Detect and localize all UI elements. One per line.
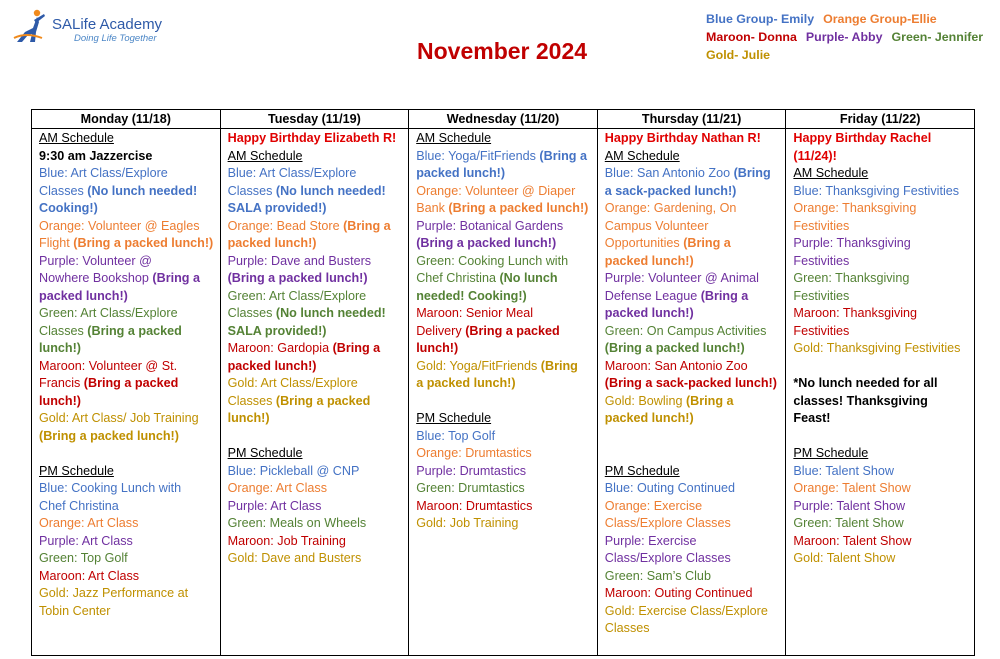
schedule-line <box>39 410 214 428</box>
legend-item: Green- Jennifer <box>891 30 984 44</box>
day-header-thursday: Thursday (11/21) <box>597 110 786 129</box>
schedule-text: (Bring a <box>700 288 749 303</box>
schedule-text: Gold: Thanksgiving Festivities <box>793 341 961 355</box>
schedule-text: Green: Cooking Lunch with <box>416 253 569 268</box>
schedule-line <box>228 358 403 376</box>
schedule-line <box>793 533 968 551</box>
week-calendar <box>31 109 975 656</box>
schedule-text: Green: Art Class/Explore <box>227 288 367 303</box>
schedule-text: Cooking!) <box>39 201 98 215</box>
schedule-text: Purple: Volunteer @ Animal <box>604 271 759 285</box>
schedule-line <box>416 463 591 481</box>
schedule-text: Maroon: San Antonio Zoo <box>604 358 748 373</box>
schedule-text: Gold: Dave and Busters <box>227 551 362 565</box>
schedule-text: Opportunities <box>604 236 684 250</box>
blank-line <box>39 445 214 463</box>
schedule-line <box>605 148 780 166</box>
schedule-line <box>228 323 403 341</box>
schedule-line <box>39 428 214 446</box>
schedule-text: Orange: Art Class <box>39 516 139 530</box>
schedule-line <box>228 410 403 428</box>
schedule-line <box>605 463 780 481</box>
schedule-line <box>416 428 591 446</box>
schedule-text: packed lunch!) <box>604 306 694 320</box>
schedule-line <box>39 218 214 236</box>
schedule-line <box>228 270 403 288</box>
schedule-text: (Bring a <box>685 393 734 408</box>
schedule-line <box>793 445 968 463</box>
schedule-text: Bank <box>416 201 449 215</box>
schedule-text: Maroon: Volunteer @ St. <box>39 358 178 373</box>
schedule-line <box>605 568 780 586</box>
schedule-text: a sack-packed lunch!) <box>604 183 737 198</box>
schedule-line <box>39 165 214 183</box>
schedule-text: (Bring a packed lunch!) <box>604 341 745 355</box>
schedule-text: Purple: Botanical Gardens <box>416 218 564 233</box>
schedule-line <box>39 358 214 376</box>
schedule-text: Gold: Talent Show <box>793 551 896 565</box>
schedule-heading: PM Schedule <box>416 411 492 425</box>
schedule-text: Green: Talent Show <box>793 516 904 530</box>
schedule-line <box>39 323 214 341</box>
schedule-line <box>39 603 214 621</box>
schedule-text: (Bring <box>733 166 771 180</box>
schedule-line <box>228 200 403 218</box>
schedule-line <box>228 375 403 393</box>
schedule-text: Gold: Art Class/Explore <box>227 376 358 390</box>
schedule-text: Blue: San Antonio Zoo <box>604 166 734 180</box>
schedule-line <box>605 200 780 218</box>
schedule-text: Orange: Volunteer @ Diaper <box>416 183 576 198</box>
schedule-text: Blue: Art Class/Explore <box>39 166 168 180</box>
schedule-text: Festivities <box>793 218 850 233</box>
schedule-heading: PM Schedule <box>39 463 114 478</box>
schedule-line <box>228 498 403 516</box>
schedule-text: (Bring a packed lunch!) <box>448 201 589 215</box>
schedule-line <box>605 305 780 323</box>
schedule-line <box>228 340 403 358</box>
schedule-text: (Bring <box>540 358 578 373</box>
logo <box>12 6 162 46</box>
schedule-line <box>39 463 214 481</box>
schedule-text: Orange: Thanksgiving <box>793 201 917 215</box>
schedule-line <box>416 200 591 218</box>
schedule-heading: AM Schedule <box>604 148 680 163</box>
schedule-line <box>605 218 780 236</box>
schedule-text: Classes <box>604 621 650 635</box>
schedule-line <box>228 445 403 463</box>
schedule-line <box>39 393 214 411</box>
schedule-text: Classes <box>227 183 276 198</box>
schedule-text: Orange: Talent Show <box>793 481 911 495</box>
schedule-line <box>793 218 968 236</box>
schedule-text: Purple: Art Class <box>39 533 133 548</box>
schedule-text: (Bring a packed lunch!) <box>416 236 557 250</box>
schedule-text: (Bring a packed lunch!) <box>227 271 368 285</box>
group-legend <box>706 10 996 64</box>
legend-item: Purple- Abby <box>805 30 883 44</box>
schedule-line <box>605 165 780 183</box>
schedule-line <box>228 148 403 166</box>
schedule-text: Blue: Pickleball @ CNP <box>227 463 360 478</box>
schedule-text: Blue: Top Golf <box>416 428 496 443</box>
legend-item: Blue Group- Emily <box>706 12 815 26</box>
schedule-line <box>416 218 591 236</box>
legend-item: Orange Group-Ellie <box>823 12 937 26</box>
schedule-line <box>605 270 780 288</box>
schedule-text: packed lunch!) <box>39 288 128 303</box>
schedule-line <box>228 533 403 551</box>
schedule-text: Campus Volunteer <box>604 218 709 233</box>
schedule-text: Purple: Volunteer @ <box>39 253 152 268</box>
schedule-line <box>228 288 403 306</box>
schedule-line <box>416 235 591 253</box>
schedule-line <box>39 533 214 551</box>
schedule-line <box>228 480 403 498</box>
schedule-text: Class/Explore Classes <box>604 516 731 530</box>
schedule-text: Classes <box>227 306 276 320</box>
schedule-text: Blue: Talent Show <box>793 463 894 478</box>
schedule-line <box>39 235 214 253</box>
schedule-line <box>605 253 780 271</box>
schedule-text: lunch!) <box>39 341 81 355</box>
schedule-line <box>793 550 968 568</box>
schedule-text: Maroon: Gardopia <box>227 341 333 355</box>
schedule-line <box>39 148 214 166</box>
schedule-text: Happy Birthday Rachel <box>793 131 932 145</box>
legend-row <box>706 10 996 28</box>
legend-item: Gold- Julie <box>706 48 771 62</box>
schedule-text: Francis <box>39 376 84 390</box>
schedule-heading: AM Schedule <box>416 131 492 145</box>
schedule-text: Maroon: Talent Show <box>793 533 912 548</box>
schedule-line <box>39 568 214 586</box>
schedule-line <box>416 375 591 393</box>
schedule-line <box>416 130 591 148</box>
schedule-line <box>39 585 214 603</box>
schedule-text: Green: Drumtastics <box>416 481 525 495</box>
schedule-text: (No lunch needed! <box>275 183 386 198</box>
schedule-text: a packed lunch!) <box>416 376 516 390</box>
schedule-text: Delivery <box>416 323 466 338</box>
schedule-text: Purple: Art Class <box>227 498 322 513</box>
schedule-text: Maroon: Art Class <box>39 568 140 583</box>
schedule-text: Festivities <box>793 288 850 303</box>
schedule-text: Green: Sam’s Club <box>604 568 711 583</box>
schedule-heading: AM Schedule <box>793 166 869 180</box>
schedule-line <box>416 253 591 271</box>
schedule-line <box>39 340 214 358</box>
schedule-line <box>793 130 968 148</box>
schedule-line <box>605 498 780 516</box>
schedule-line <box>39 375 214 393</box>
schedule-text: (Bring a packed <box>465 323 560 338</box>
day-content-row <box>32 129 975 656</box>
page-title: November 2024 <box>417 38 588 64</box>
schedule-line <box>793 200 968 218</box>
blank-line <box>793 428 968 446</box>
schedule-line <box>416 358 591 376</box>
schedule-text: Green: Meals on Wheels <box>227 516 367 530</box>
schedule-line <box>39 498 214 516</box>
schedule-line <box>39 288 214 306</box>
day-header-monday: Monday (11/18) <box>32 110 221 129</box>
day-header-row <box>32 110 975 129</box>
schedule-line <box>39 130 214 148</box>
schedule-line <box>228 183 403 201</box>
schedule-text: Green: On Campus Activities <box>604 323 767 338</box>
schedule-line <box>416 515 591 533</box>
schedule-text: (Bring a sack-packed lunch!) <box>604 376 777 390</box>
schedule-text: Happy Birthday Nathan R! <box>604 131 761 145</box>
schedule-text: SALA provided!) <box>227 323 327 338</box>
schedule-text: Gold: Bowling <box>604 393 686 408</box>
schedule-line <box>793 183 968 201</box>
schedule-line <box>793 288 968 306</box>
schedule-text: Tobin Center <box>39 603 111 618</box>
schedule-text: Festivities <box>793 253 850 268</box>
schedule-text: Orange: Gardening, On <box>604 201 737 215</box>
schedule-line <box>416 270 591 288</box>
schedule-text: Orange: Art Class <box>227 481 327 495</box>
schedule-text: Blue: Outing Continued <box>604 481 736 495</box>
schedule-heading: PM Schedule <box>793 446 869 460</box>
schedule-line <box>605 183 780 201</box>
schedule-text: Gold: Job Training <box>416 516 519 530</box>
schedule-line <box>793 480 968 498</box>
schedule-line <box>228 130 403 148</box>
schedule-line <box>416 148 591 166</box>
schedule-text: Chef Christina <box>39 498 119 513</box>
schedule-line <box>416 183 591 201</box>
schedule-text: (Bring a <box>152 271 200 285</box>
legend-row <box>706 28 996 46</box>
schedule-text: (11/24)! <box>793 148 837 163</box>
schedule-text: packed lunch!) <box>604 253 694 268</box>
schedule-line <box>793 165 968 183</box>
schedule-line <box>605 323 780 341</box>
day-cell-friday <box>786 129 975 656</box>
schedule-text: Chef Christina <box>416 271 500 285</box>
blank-line <box>605 445 780 463</box>
schedule-line <box>793 463 968 481</box>
logo-name: SALife Academy <box>52 16 163 33</box>
schedule-text: Green: Art Class/Explore <box>39 306 178 320</box>
schedule-line <box>39 515 214 533</box>
schedule-line <box>39 550 214 568</box>
schedule-line <box>416 323 591 341</box>
schedule-text: Blue: Cooking Lunch with <box>39 481 182 495</box>
schedule-line <box>793 323 968 341</box>
schedule-text: Class/Explore Classes <box>604 551 731 565</box>
schedule-heading: PM Schedule <box>227 446 303 460</box>
schedule-line <box>605 480 780 498</box>
schedule-line <box>605 620 780 638</box>
schedule-line <box>416 445 591 463</box>
schedule-line <box>605 288 780 306</box>
blank-line <box>793 358 968 376</box>
schedule-text: packed lunch!) <box>604 411 694 425</box>
schedule-text: Purple: Exercise <box>604 533 697 548</box>
schedule-line <box>228 515 403 533</box>
schedule-text: (Bring a packed lunch!) <box>73 236 214 250</box>
schedule-text: (Bring a packed lunch!) <box>39 428 179 443</box>
schedule-line <box>605 130 780 148</box>
schedule-line <box>228 218 403 236</box>
day-header-tuesday: Tuesday (11/19) <box>220 110 409 129</box>
schedule-line <box>39 253 214 271</box>
schedule-text: (Bring a packed <box>87 323 182 338</box>
schedule-text: (Bring a <box>683 236 731 250</box>
schedule-line <box>39 200 214 218</box>
schedule-line <box>39 270 214 288</box>
schedule-line <box>793 498 968 516</box>
schedule-line <box>228 305 403 323</box>
schedule-line <box>228 235 403 253</box>
day-cell-wednesday <box>409 129 598 656</box>
schedule-line <box>793 235 968 253</box>
schedule-text: Green: Thanksgiving <box>793 271 910 285</box>
schedule-line <box>416 410 591 428</box>
schedule-line <box>793 305 968 323</box>
schedule-text: Nowhere Bookshop <box>39 271 153 285</box>
schedule-text: Maroon: Senior Meal <box>416 306 534 320</box>
blank-line <box>228 428 403 446</box>
schedule-line <box>793 148 968 166</box>
schedule-text: Purple: Drumtastics <box>416 463 527 478</box>
schedule-line <box>416 498 591 516</box>
schedule-line <box>228 253 403 271</box>
schedule-text: lunch!) <box>416 341 459 355</box>
schedule-line <box>793 253 968 271</box>
schedule-text: classes! Thanksgiving Feast! <box>793 393 928 425</box>
schedule-text: (No lunch <box>499 271 558 285</box>
schedule-heading: AM Schedule <box>39 131 114 145</box>
schedule-text: (Bring a packed <box>83 376 179 390</box>
blank-line <box>416 393 591 411</box>
day-cell-tuesday <box>220 129 409 656</box>
schedule-line <box>793 393 968 428</box>
schedule-text: needed! Cooking!) <box>416 288 527 303</box>
schedule-line <box>416 288 591 306</box>
day-cell-thursday <box>597 129 786 656</box>
schedule-text: Maroon: Drumtastics <box>416 498 533 513</box>
schedule-text: (Bring a <box>539 148 587 163</box>
schedule-line <box>39 183 214 201</box>
schedule-text: Blue: Yoga/FitFriends <box>416 148 540 163</box>
schedule-text: Gold: Jazz Performance at <box>39 586 189 600</box>
schedule-text: (Bring a packed <box>275 393 371 408</box>
schedule-text: *No lunch needed for all <box>793 376 938 390</box>
schedule-line <box>228 550 403 568</box>
schedule-text: packed lunch!) <box>227 236 317 250</box>
schedule-text: Defense League <box>604 288 701 303</box>
schedule-heading: AM Schedule <box>227 148 303 163</box>
schedule-text: Blue: Art Class/Explore <box>227 166 357 180</box>
schedule-text: Orange: Drumtastics <box>416 446 532 460</box>
schedule-line <box>605 235 780 253</box>
schedule-line <box>416 480 591 498</box>
schedule-line <box>605 340 780 358</box>
schedule-text: Classes <box>39 323 88 338</box>
schedule-line <box>39 480 214 498</box>
schedule-line <box>416 340 591 358</box>
schedule-line <box>39 305 214 323</box>
schedule-text: Orange: Bead Store <box>227 218 344 233</box>
schedule-text: Gold: Yoga/FitFriends <box>416 358 541 373</box>
logo-tagline: Doing Life Together <box>74 33 157 44</box>
schedule-line <box>605 358 780 376</box>
schedule-text: Happy Birthday Elizabeth R! <box>227 131 397 145</box>
schedule-text: Festivities <box>793 323 850 338</box>
schedule-text: Gold: Exercise Class/Explore <box>604 603 768 618</box>
schedule-text: Green: Top Golf <box>39 551 128 565</box>
schedule-text: Maroon: Job Training <box>227 533 346 548</box>
day-header-friday: Friday (11/22) <box>786 110 975 129</box>
logo-figure-icon <box>12 8 46 44</box>
schedule-line <box>793 375 968 393</box>
schedule-text: Maroon: Thanksgiving <box>793 306 918 320</box>
schedule-text: Maroon: Outing Continued <box>604 586 753 600</box>
schedule-line <box>605 515 780 533</box>
schedule-text: Blue: Thanksgiving Festivities <box>793 183 960 198</box>
day-cell-monday <box>32 129 221 656</box>
schedule-text: Flight <box>39 236 74 250</box>
schedule-text: Purple: Dave and Busters <box>227 253 372 268</box>
schedule-text: lunch!) <box>227 411 270 425</box>
schedule-line <box>605 585 780 603</box>
schedule-text: Classes <box>39 183 88 198</box>
schedule-text: (No lunch needed! <box>275 306 386 320</box>
schedule-line <box>793 270 968 288</box>
schedule-line <box>416 305 591 323</box>
schedule-text: packed lunch!) <box>416 166 506 180</box>
schedule-text: Purple: Talent Show <box>793 498 906 513</box>
schedule-text: Purple: Thanksgiving <box>793 236 911 250</box>
schedule-line <box>416 165 591 183</box>
schedule-text: Gold: Art Class/ Job Training <box>39 411 199 425</box>
schedule-text: lunch!) <box>39 393 81 408</box>
schedule-line <box>228 165 403 183</box>
blank-line <box>605 428 780 446</box>
schedule-line <box>228 463 403 481</box>
schedule-line <box>605 393 780 411</box>
schedule-line <box>605 550 780 568</box>
schedule-text: 9:30 am Jazzercise <box>39 148 153 163</box>
schedule-line <box>605 410 780 428</box>
schedule-line <box>793 515 968 533</box>
schedule-text: packed lunch!) <box>227 358 317 373</box>
schedule-text: SALA provided!) <box>227 201 327 215</box>
schedule-text: Classes <box>227 393 276 408</box>
schedule-line <box>605 603 780 621</box>
schedule-line <box>605 375 780 393</box>
schedule-line <box>228 393 403 411</box>
legend-item: Maroon- Donna <box>706 30 797 44</box>
schedule-line <box>605 533 780 551</box>
schedule-heading: PM Schedule <box>604 463 680 478</box>
schedule-text: Orange: Exercise <box>604 498 703 513</box>
schedule-line <box>793 340 968 358</box>
schedule-text: Orange: Volunteer @ Eagles <box>39 218 200 233</box>
schedule-text: (No lunch needed! <box>87 183 198 198</box>
day-header-wednesday: Wednesday (11/20) <box>409 110 598 129</box>
legend-row <box>706 46 996 64</box>
schedule-text: (Bring a <box>332 341 381 355</box>
schedule-text: (Bring a <box>343 218 391 233</box>
